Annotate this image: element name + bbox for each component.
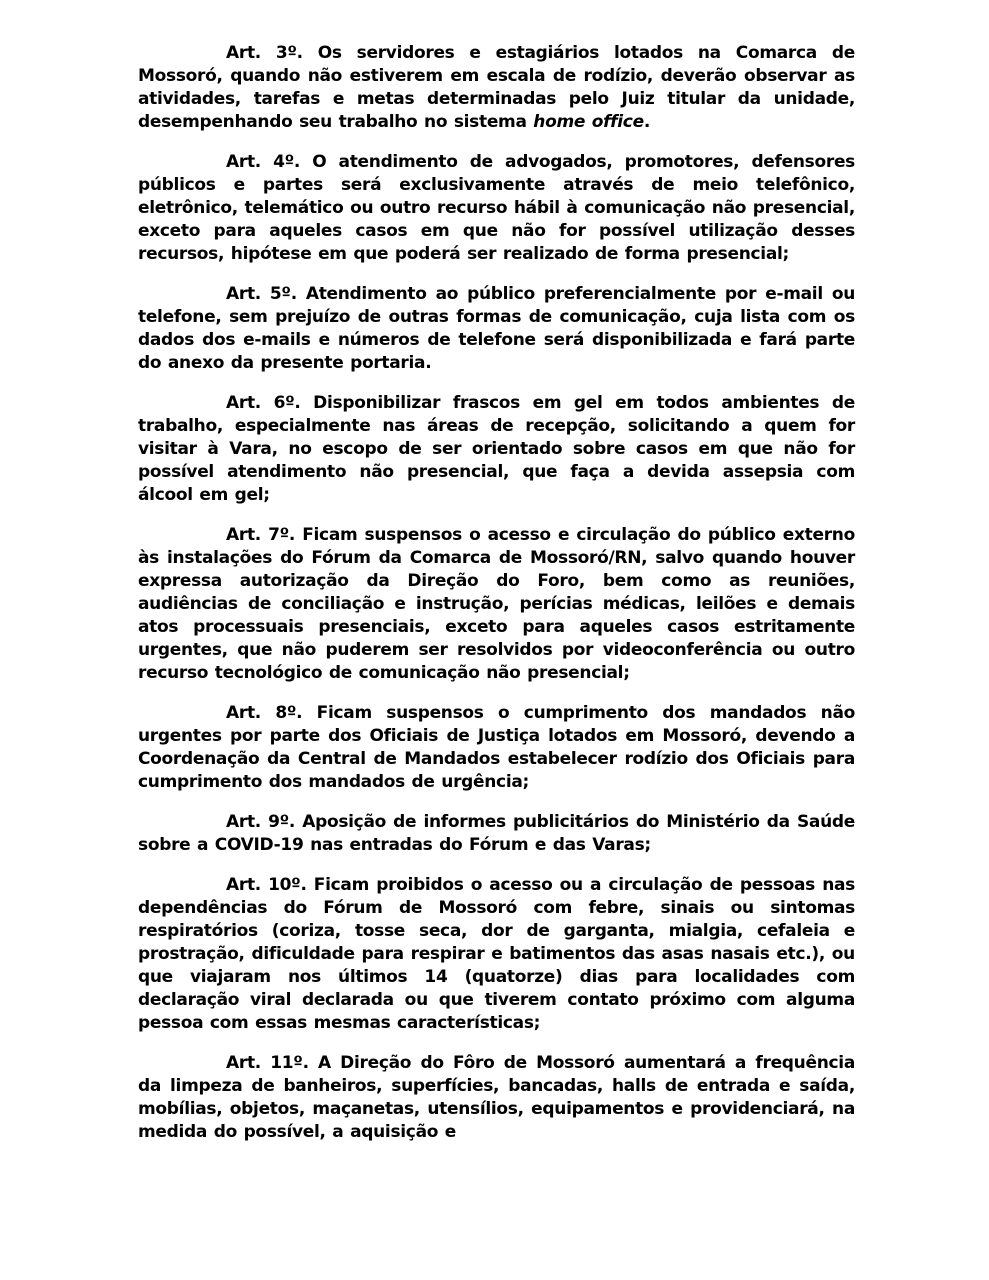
- art-11-paragraph: [138, 1052, 855, 1144]
- paragraph-text: Art. 9º. Aposição de informes publicitários do Ministério da Saúde sobre a COVID-19 nas entradas do Fórum e das Varas;: [138, 812, 855, 855]
- art-5-paragraph: [138, 283, 855, 375]
- paragraph-text: Art. 8º. Ficam suspensos o cumprimento dos mandados não urgentes por parte dos Oficiais de Justiça lotados em Mossoró, devendo a Coordenação da Central de Mandados estabelecer rodízio dos Oficiais para cumprimento dos mandados de urgência;: [138, 703, 855, 792]
- paragraph-text: Art. 3º. Os servidores e estagiários lotados na Comarca de Mossoró, quando não estiverem em escala de rodízio, deverão observar as atividades, tarefas e metas determinadas pelo Juiz titular da unidade, desempenhando seu trabalho no sistema: [138, 43, 855, 132]
- art-3-paragraph: [138, 42, 855, 134]
- paragraph-text: Art. 11º. A Direção do Fôro de Mossoró aumentará a frequência da limpeza de banheiros, superfícies, bancadas, halls de entrada e saída, mobílias, objetos, maçanetas, utensílios, equipamentos e providenciará, na medida do possível, a aquisição e: [138, 1053, 855, 1142]
- italic-text: home office: [533, 112, 644, 132]
- art-10-paragraph: [138, 874, 855, 1035]
- art-8-paragraph: [138, 702, 855, 794]
- paragraph-text: .: [643, 112, 650, 132]
- paragraph-text: Art. 4º. O atendimento de advogados, promotores, defensores públicos e partes será exclusivamente através de meio telefônico, eletrônico, telemático ou outro recurso hábil à comunicação não presencial, exceto para aqueles casos em que não for possível utilização desses recursos, hipótese em que poderá ser realizado de forma presencial;: [138, 152, 855, 264]
- art-9-paragraph: [138, 811, 855, 857]
- art-7-paragraph: [138, 524, 855, 685]
- art-4-paragraph: [138, 151, 855, 266]
- art-6-paragraph: [138, 392, 855, 507]
- paragraph-text: Art. 10º. Ficam proibidos o acesso ou a circulação de pessoas nas dependências do Fórum de Mossoró com febre, sinais ou sintomas respiratórios (coriza, tosse seca, dor de garganta, mialgia, cefaleia e prostração, dificuldade para respirar e batimentos das asas nasais etc.), ou que viajaram nos últimos 14 (quatorze) dias para localidades com declaração viral declarada ou que tiverem contato próximo com alguma pessoa com essas mesmas características;: [138, 875, 855, 1033]
- paragraph-text: Art. 6º. Disponibilizar frascos em gel em todos ambientes de trabalho, especialmente nas áreas de recepção, solicitando a quem for visitar à Vara, no escopo de ser orientado sobre casos em que não for possível atendimento não presencial, que faça a devida assepsia com álcool em gel;: [138, 393, 855, 505]
- paragraph-text: Art. 7º. Ficam suspensos o acesso e circulação do público externo às instalações do Fórum da Comarca de Mossoró/RN, salvo quando houver expressa autorização da Direção do Foro, bem como as reuniões, audiências de conciliação e instrução, perícias médicas, leilões e demais atos processuais presenciais, exceto para aqueles casos estritamente urgentes, que não puderem ser resolvidos por videoconferência ou outro recurso tecnológico de comunicação não presencial;: [138, 525, 855, 683]
- paragraph-text: Art. 5º. Atendimento ao público preferencialmente por e-mail ou telefone, sem prejuízo de outras formas de comunicação, cuja lista com os dados dos e-mails e números de telefone será disponibilizada e fará parte do anexo da presente portaria.: [138, 284, 855, 373]
